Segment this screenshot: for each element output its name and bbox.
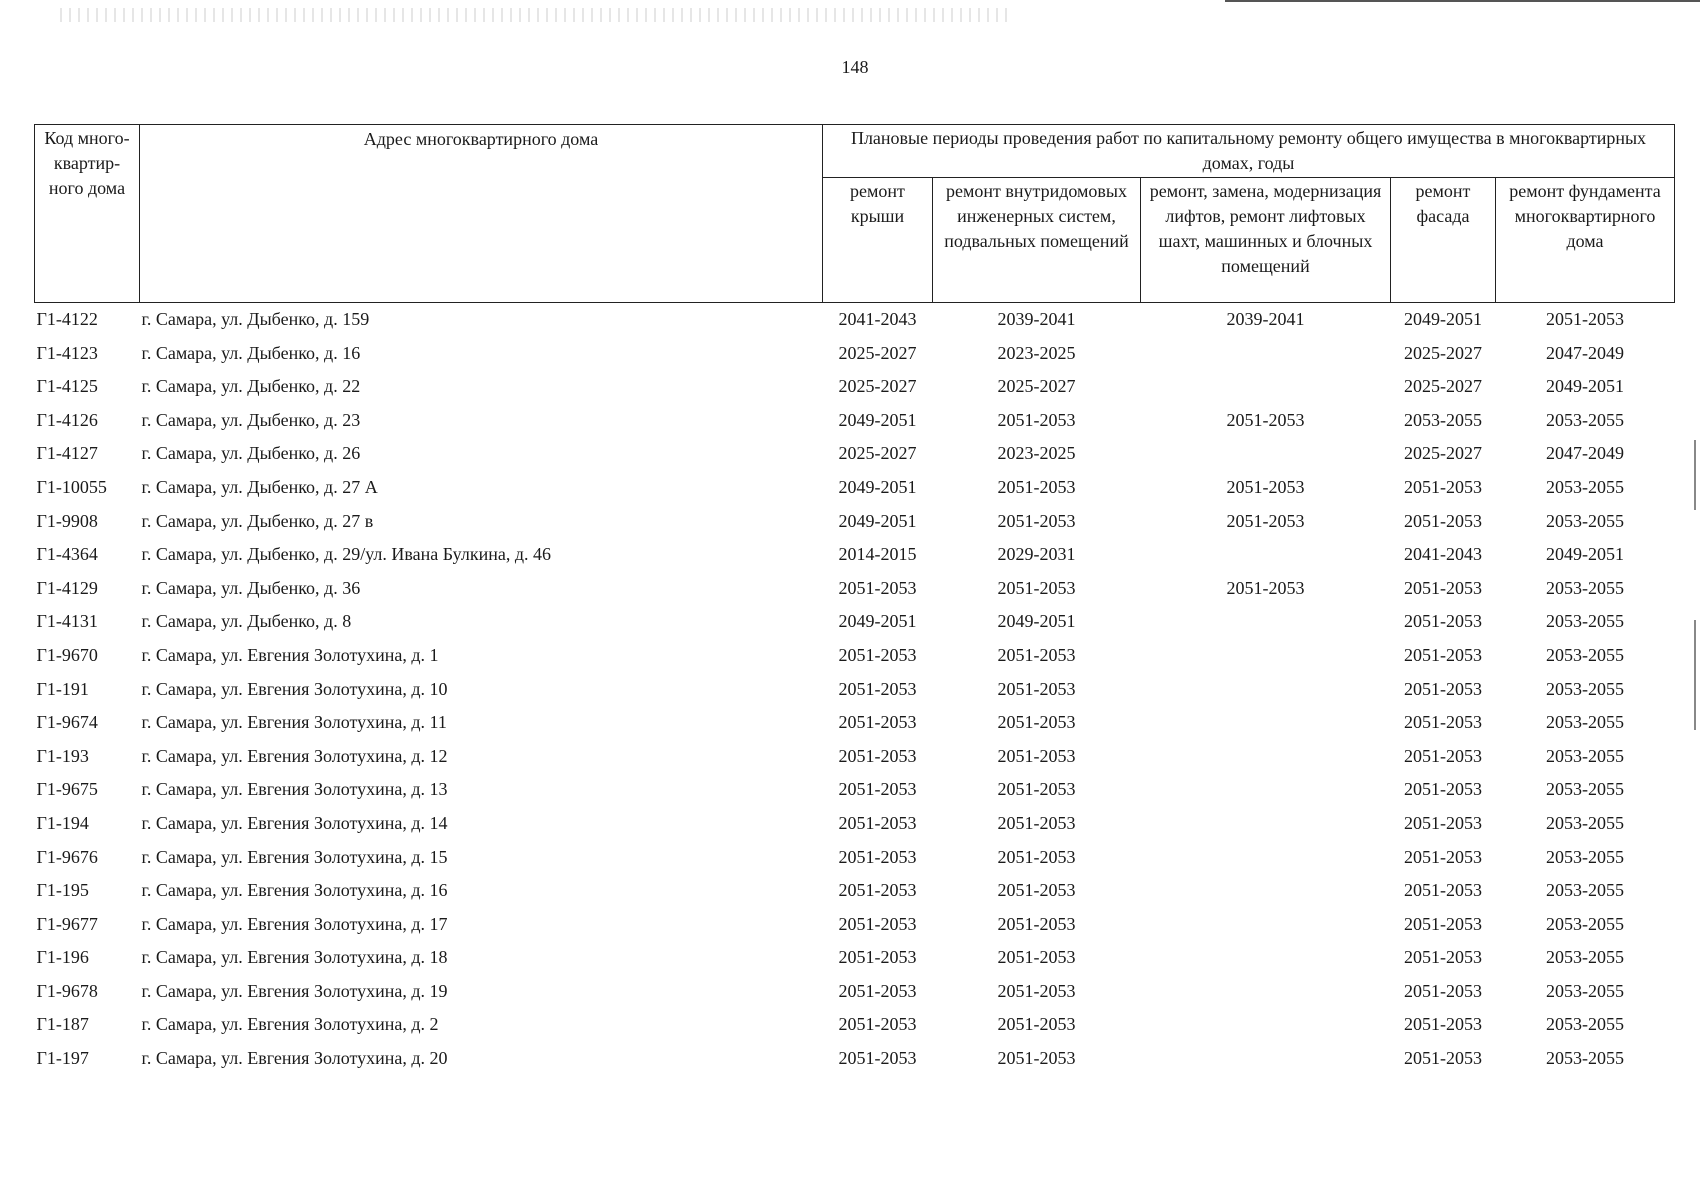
cell-engineering: 2051-2053 <box>997 980 1076 1001</box>
cell-elevators <box>1141 841 1391 875</box>
cell-elevators <box>1141 908 1391 942</box>
page-number: 148 <box>841 57 869 77</box>
cell-roof: 2041-2043 <box>838 309 917 329</box>
table-row <box>35 1042 1675 1076</box>
cell-foundation: 2053-2055 <box>1546 577 1624 598</box>
cell-address: г. Самара, ул. Евгения Золотухина, д. 2 <box>141 1014 439 1035</box>
cell-roof: 2049-2051 <box>838 611 917 632</box>
cell-address: г. Самара, ул. Евгения Золотухина, д. 16 <box>141 880 448 901</box>
cell-elevators <box>1141 975 1391 1009</box>
table-row <box>35 370 1675 404</box>
cell-foundation: 2053-2055 <box>1546 913 1624 934</box>
cell-elevators <box>1141 538 1391 572</box>
cell-code: Г1-4127 <box>36 443 98 464</box>
cell-elevators <box>1141 639 1391 673</box>
cell-elevators <box>1141 370 1391 404</box>
cell-address: г. Самара, ул. Дыбенко, д. 159 <box>141 309 370 329</box>
cell-address: г. Самара, ул. Дыбенко, д. 22 <box>141 376 361 397</box>
cell-facade: 2051-2053 <box>1404 476 1482 497</box>
cell-elevators <box>1141 773 1391 807</box>
cell-address: г. Самара, ул. Дыбенко, д. 29/ул. Ивана Булкина, д. 46 <box>141 544 551 565</box>
cell-code: Г1-193 <box>36 745 89 766</box>
cell-code: Г1-4129 <box>36 577 98 598</box>
cell-engineering: 2051-2053 <box>997 1048 1076 1069</box>
cell-roof: 2051-2053 <box>838 980 917 1001</box>
cell-roof: 2051-2053 <box>838 779 917 800</box>
column-header-facade: ремонт фасада <box>1391 178 1496 303</box>
cell-address: г. Самара, ул. Евгения Золотухина, д. 14 <box>141 812 448 833</box>
cell-engineering: 2049-2051 <box>997 611 1076 632</box>
cell-foundation: 2053-2055 <box>1546 678 1624 699</box>
cell-elevators: 2051-2053 <box>1226 409 1305 430</box>
cell-foundation: 2053-2055 <box>1546 745 1624 766</box>
column-header-engineering: ремонт внутридомовых инженерных систем, подвальных помещений <box>933 178 1141 303</box>
cell-elevators <box>1141 1008 1391 1042</box>
cell-foundation: 2053-2055 <box>1546 980 1624 1001</box>
cell-address: г. Самара, ул. Евгения Золотухина, д. 18 <box>141 947 448 968</box>
cell-facade: 2051-2053 <box>1404 947 1482 968</box>
cell-roof: 2051-2053 <box>838 1014 917 1035</box>
cell-foundation: 2049-2051 <box>1546 376 1624 397</box>
cell-elevators <box>1141 1042 1391 1076</box>
cell-code: Г1-4122 <box>36 309 98 329</box>
cell-engineering: 2051-2053 <box>997 913 1076 934</box>
cell-roof: 2051-2053 <box>838 678 917 699</box>
table-row <box>35 538 1675 572</box>
cell-foundation: 2053-2055 <box>1546 947 1624 968</box>
cell-elevators <box>1141 740 1391 774</box>
table-row <box>35 303 1675 337</box>
table-row <box>35 1008 1675 1042</box>
cell-elevators <box>1141 437 1391 471</box>
table-row <box>35 639 1675 673</box>
table-row <box>35 404 1675 438</box>
table-row <box>35 471 1675 505</box>
cell-engineering: 2023-2025 <box>997 443 1076 464</box>
cell-code: Г1-191 <box>36 678 89 699</box>
cell-facade: 2051-2053 <box>1404 745 1482 766</box>
cell-foundation: 2053-2055 <box>1546 880 1624 901</box>
scan-noise <box>60 8 1010 22</box>
cell-roof: 2049-2051 <box>838 476 917 497</box>
table-row <box>35 673 1675 707</box>
cell-roof: 2051-2053 <box>838 1048 917 1069</box>
cell-address: г. Самара, ул. Евгения Золотухина, д. 19 <box>141 980 448 1001</box>
cell-foundation: 2053-2055 <box>1546 409 1624 430</box>
column-header-elevators: ремонт, замена, модернизация лифтов, ремонт лифтовых шахт, машинных и блочных помещений <box>1141 178 1391 303</box>
cell-facade: 2051-2053 <box>1404 980 1482 1001</box>
cell-foundation: 2047-2049 <box>1546 443 1624 464</box>
table-row <box>35 941 1675 975</box>
cell-foundation: 2051-2053 <box>1546 309 1624 329</box>
cell-roof: 2051-2053 <box>838 947 917 968</box>
cell-engineering: 2051-2053 <box>997 644 1076 665</box>
table-row <box>35 773 1675 807</box>
cell-roof: 2051-2053 <box>838 880 917 901</box>
cell-code: Г1-196 <box>36 947 89 968</box>
cell-roof: 2025-2027 <box>838 443 917 464</box>
cell-roof: 2051-2053 <box>838 812 917 833</box>
cell-elevators <box>1141 874 1391 908</box>
cell-address: г. Самара, ул. Евгения Золотухина, д. 15 <box>141 846 448 867</box>
top-edge-rule <box>1225 0 1700 2</box>
table-row <box>35 908 1675 942</box>
table-row <box>35 337 1675 371</box>
column-header-roof: ремонт крыши <box>823 178 933 303</box>
cell-engineering: 2051-2053 <box>997 1014 1076 1035</box>
cell-facade: 2025-2027 <box>1404 342 1482 363</box>
cell-engineering: 2051-2053 <box>997 510 1076 531</box>
cell-address: г. Самара, ул. Дыбенко, д. 26 <box>141 443 361 464</box>
cell-engineering: 2051-2053 <box>997 947 1076 968</box>
cell-address: г. Самара, ул. Дыбенко, д. 8 <box>141 611 352 632</box>
cell-facade: 2051-2053 <box>1404 712 1482 733</box>
cell-elevators <box>1141 673 1391 707</box>
cell-code: Г1-9670 <box>36 644 98 665</box>
cell-elevators: 2051-2053 <box>1226 510 1305 531</box>
cell-code: Г1-9677 <box>36 913 98 934</box>
cell-code: Г1-9908 <box>36 510 98 531</box>
cell-address: г. Самара, ул. Евгения Золотухина, д. 17 <box>141 913 448 934</box>
cell-elevators <box>1141 941 1391 975</box>
cell-engineering: 2051-2053 <box>997 880 1076 901</box>
cell-code: Г1-4364 <box>36 544 98 565</box>
cell-roof: 2025-2027 <box>838 342 917 363</box>
cell-engineering: 2051-2053 <box>997 779 1076 800</box>
cell-roof: 2025-2027 <box>838 376 917 397</box>
cell-facade: 2051-2053 <box>1404 779 1482 800</box>
cell-code: Г1-4126 <box>36 409 98 430</box>
cell-roof: 2051-2053 <box>838 644 917 665</box>
table-row <box>35 975 1675 1009</box>
cell-foundation: 2053-2055 <box>1546 1014 1624 1035</box>
column-header-address: Адрес многоквартирного дома <box>140 125 823 303</box>
cell-elevators <box>1141 605 1391 639</box>
cell-foundation: 2053-2055 <box>1546 779 1624 800</box>
cell-address: г. Самара, ул. Евгения Золотухина, д. 10 <box>141 678 448 699</box>
cell-facade: 2051-2053 <box>1404 846 1482 867</box>
cell-address: г. Самара, ул. Дыбенко, д. 36 <box>141 577 361 598</box>
cell-code: Г1-195 <box>36 880 89 901</box>
cell-engineering: 2051-2053 <box>997 577 1076 598</box>
cell-code: Г1-9678 <box>36 980 98 1001</box>
table-row <box>35 572 1675 606</box>
table-row <box>35 437 1675 471</box>
column-header-foundation: ремонт фундамента многоквартирного дома <box>1496 178 1675 303</box>
cell-elevators <box>1141 807 1391 841</box>
cell-facade: 2051-2053 <box>1404 880 1482 901</box>
table-row <box>35 605 1675 639</box>
cell-foundation: 2053-2055 <box>1546 812 1624 833</box>
table-header <box>35 125 1675 303</box>
cell-elevators <box>1141 706 1391 740</box>
cell-code: Г1-4123 <box>36 342 98 363</box>
cell-address: г. Самара, ул. Дыбенко, д. 27 А <box>141 476 378 497</box>
cell-facade: 2051-2053 <box>1404 678 1482 699</box>
cell-roof: 2051-2053 <box>838 745 917 766</box>
cell-elevators: 2051-2053 <box>1226 577 1305 598</box>
cell-facade: 2051-2053 <box>1404 913 1482 934</box>
cell-roof: 2051-2053 <box>838 712 917 733</box>
scan-edge-mark <box>1694 620 1696 730</box>
cell-address: г. Самара, ул. Евгения Золотухина, д. 20 <box>141 1048 448 1069</box>
table-row <box>35 874 1675 908</box>
cell-address: г. Самара, ул. Дыбенко, д. 16 <box>141 342 361 363</box>
cell-code: Г1-9675 <box>36 779 98 800</box>
cell-engineering: 2051-2053 <box>997 846 1076 867</box>
cell-engineering: 2023-2025 <box>997 342 1076 363</box>
cell-roof: 2049-2051 <box>838 510 917 531</box>
table-row <box>35 807 1675 841</box>
cell-facade: 2051-2053 <box>1404 510 1482 531</box>
cell-engineering: 2025-2027 <box>997 376 1076 397</box>
cell-code: Г1-197 <box>36 1048 89 1069</box>
cell-foundation: 2053-2055 <box>1546 1048 1624 1069</box>
cell-roof: 2049-2051 <box>838 409 917 430</box>
cell-facade: 2051-2053 <box>1404 644 1482 665</box>
cell-engineering: 2039-2041 <box>997 309 1076 329</box>
cell-foundation: 2053-2055 <box>1546 644 1624 665</box>
cell-engineering: 2051-2053 <box>997 745 1076 766</box>
cell-elevators: 2051-2053 <box>1226 476 1305 497</box>
cell-elevators <box>1141 337 1391 371</box>
cell-engineering: 2051-2053 <box>997 476 1076 497</box>
table-row <box>35 706 1675 740</box>
cell-facade: 2051-2053 <box>1404 577 1482 598</box>
cell-engineering: 2051-2053 <box>997 678 1076 699</box>
cell-roof: 2051-2053 <box>838 846 917 867</box>
cell-foundation: 2053-2055 <box>1546 611 1624 632</box>
cell-roof: 2051-2053 <box>838 577 917 598</box>
cell-code: Г1-4131 <box>36 611 98 632</box>
cell-facade: 2041-2043 <box>1404 544 1482 565</box>
cell-roof: 2051-2053 <box>838 913 917 934</box>
table-row <box>35 740 1675 774</box>
cell-engineering: 2051-2053 <box>997 712 1076 733</box>
cell-facade: 2051-2053 <box>1404 611 1482 632</box>
cell-foundation: 2049-2051 <box>1546 544 1624 565</box>
cell-facade: 2051-2053 <box>1404 812 1482 833</box>
cell-address: г. Самара, ул. Евгения Золотухина, д. 1 <box>141 644 439 665</box>
cell-address: г. Самара, ул. Дыбенко, д. 27 в <box>141 510 374 531</box>
cell-address: г. Самара, ул. Евгения Золотухина, д. 12 <box>141 745 448 766</box>
cell-foundation: 2053-2055 <box>1546 846 1624 867</box>
cell-foundation: 2053-2055 <box>1546 510 1624 531</box>
cell-code: Г1-187 <box>36 1014 89 1035</box>
cell-facade: 2049-2051 <box>1404 309 1482 329</box>
capital-repair-table <box>34 124 1675 1076</box>
cell-address: г. Самара, ул. Дыбенко, д. 23 <box>141 409 361 430</box>
cell-foundation: 2053-2055 <box>1546 476 1624 497</box>
cell-address: г. Самара, ул. Евгения Золотухина, д. 13 <box>141 779 448 800</box>
cell-engineering: 2051-2053 <box>997 812 1076 833</box>
column-header-code: Код много-квартир-ного дома <box>35 125 140 303</box>
cell-foundation: 2053-2055 <box>1546 712 1624 733</box>
cell-engineering: 2051-2053 <box>997 409 1076 430</box>
cell-facade: 2025-2027 <box>1404 376 1482 397</box>
cell-facade: 2025-2027 <box>1404 443 1482 464</box>
cell-address: г. Самара, ул. Евгения Золотухина, д. 11 <box>141 712 447 733</box>
cell-facade: 2053-2055 <box>1404 409 1482 430</box>
cell-code: Г1-10055 <box>36 476 107 497</box>
table-row <box>35 841 1675 875</box>
cell-facade: 2051-2053 <box>1404 1014 1482 1035</box>
cell-engineering: 2029-2031 <box>997 544 1076 565</box>
cell-roof: 2014-2015 <box>838 544 917 565</box>
cell-code: Г1-9676 <box>36 846 98 867</box>
column-group-header-periods: Плановые периоды проведения работ по капитальному ремонту общего имущества в многоквартирных домах, годы <box>823 125 1675 178</box>
scan-edge-mark <box>1694 440 1696 510</box>
cell-code: Г1-4125 <box>36 376 98 397</box>
cell-code: Г1-194 <box>36 812 89 833</box>
cell-elevators: 2039-2041 <box>1226 309 1305 329</box>
cell-facade: 2051-2053 <box>1404 1048 1482 1069</box>
table-body <box>35 303 1675 1076</box>
table-row <box>35 505 1675 539</box>
cell-code: Г1-9674 <box>36 712 98 733</box>
cell-foundation: 2047-2049 <box>1546 342 1624 363</box>
